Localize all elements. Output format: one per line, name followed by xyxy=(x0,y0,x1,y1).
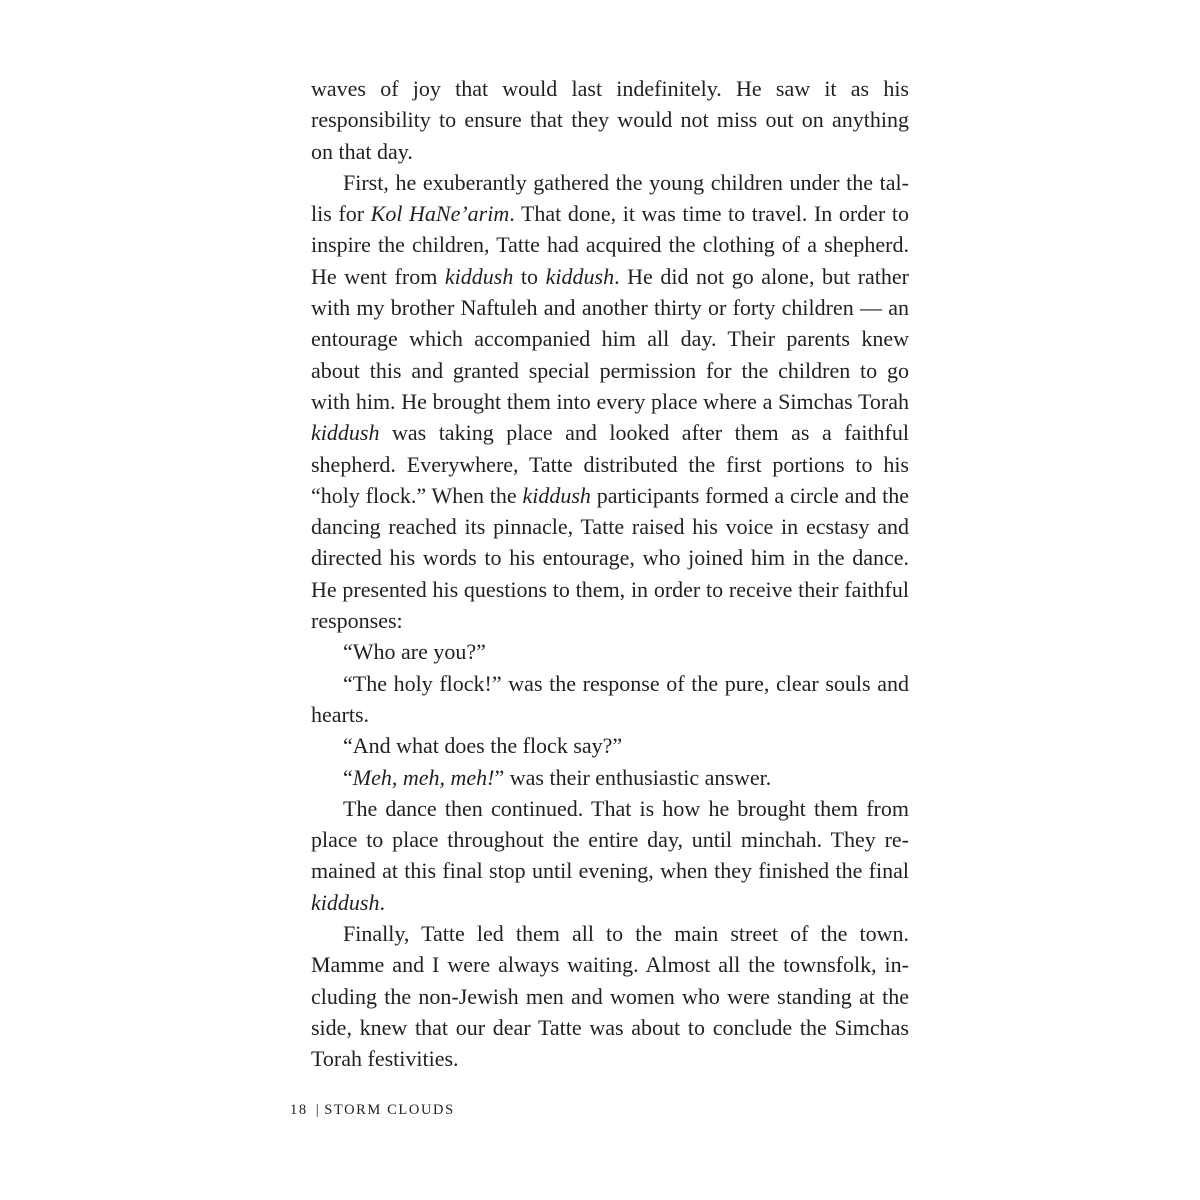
paragraph-2-italic-f: kiddush xyxy=(545,263,615,289)
paragraph-2-text-e: to xyxy=(513,263,546,289)
paragraph-2-italic-b: Kol HaNe’arim xyxy=(370,201,510,227)
paragraph-2-text-a: First, he exuberantly gathered the young children under the tallis for xyxy=(311,169,909,227)
paragraph-3: “Who are you?” xyxy=(343,639,486,665)
paragraph-2 xyxy=(311,167,909,636)
paragraph-7 xyxy=(311,793,909,918)
paragraph-4: “The holy flock!” was the response of the pure, clear souls and hearts. xyxy=(311,670,909,727)
paragraph-6-italic-b: Meh, meh, meh! xyxy=(352,764,495,790)
paragraph-2-text-i: was taking place and looked after them as a faithful shepherd. Everywhere, Tatte distributed the first portions to his “holy flock.” When the xyxy=(311,420,909,508)
paragraph-2-italic-j: kiddush xyxy=(522,482,591,508)
paragraph-2-text-k: participants formed a circle and the dancing reached its pinnacle, Tatte raised his voice in ecstasy and directed his words to his entourage, who joined him in the dance. He presented his questions to them, in order to receive their faithful responses: xyxy=(311,482,909,634)
footer-separator: | xyxy=(315,1102,321,1118)
paragraph-1: waves of joy that would last indefinitely. He saw it as his responsibility to ensure that they would not miss out on anything on that day. xyxy=(311,76,909,164)
page-number: 18 xyxy=(290,1102,308,1118)
page-footer xyxy=(290,1102,455,1119)
paragraph-5: “And what does the flock say?” xyxy=(343,733,623,759)
running-title: STORM CLOUDS xyxy=(324,1102,455,1118)
body-text xyxy=(311,73,909,1075)
paragraph-6-text-a: “ xyxy=(343,764,353,790)
paragraph-8: Finally, Tatte led them all to the main street of the town. Mamme and I were always waiting. Almost all the townsfolk, including the non-Jewish men and women who were standing at the side, knew that our dear Tatte was about to conclude the Simchas Torah festivities. xyxy=(311,921,909,1072)
paragraph-7-text-c: . xyxy=(379,889,385,915)
paragraph-2-italic-h: kiddush xyxy=(311,420,380,446)
paragraph-2-italic-d: kiddush xyxy=(444,263,514,289)
paragraph-2-text-c: . That done, it was time to travel. In order to inspire the children, Tatte had acquired the clothing of a shepherd. He went from xyxy=(311,201,909,289)
paragraph-6 xyxy=(311,762,909,793)
paragraph-2-text-g: . He did not go alone, but rather with my brother Naftuleh and another thirty or forty children — an entourage which accompanied him all day. Their parents knew about this and granted special permission for the children to go with him. He brought them into every place where a Simchas Torah xyxy=(311,263,909,414)
paragraph-6-text-c: ” was their enthusiastic answer. xyxy=(494,764,772,790)
paragraph-7-italic-b: kiddush xyxy=(311,889,380,915)
paragraph-7-text-a: The dance then continued. That is how he brought them from place to place throughout the entire day, until minchah. They remained at this final stop until evening, when they finished the final xyxy=(311,795,909,884)
